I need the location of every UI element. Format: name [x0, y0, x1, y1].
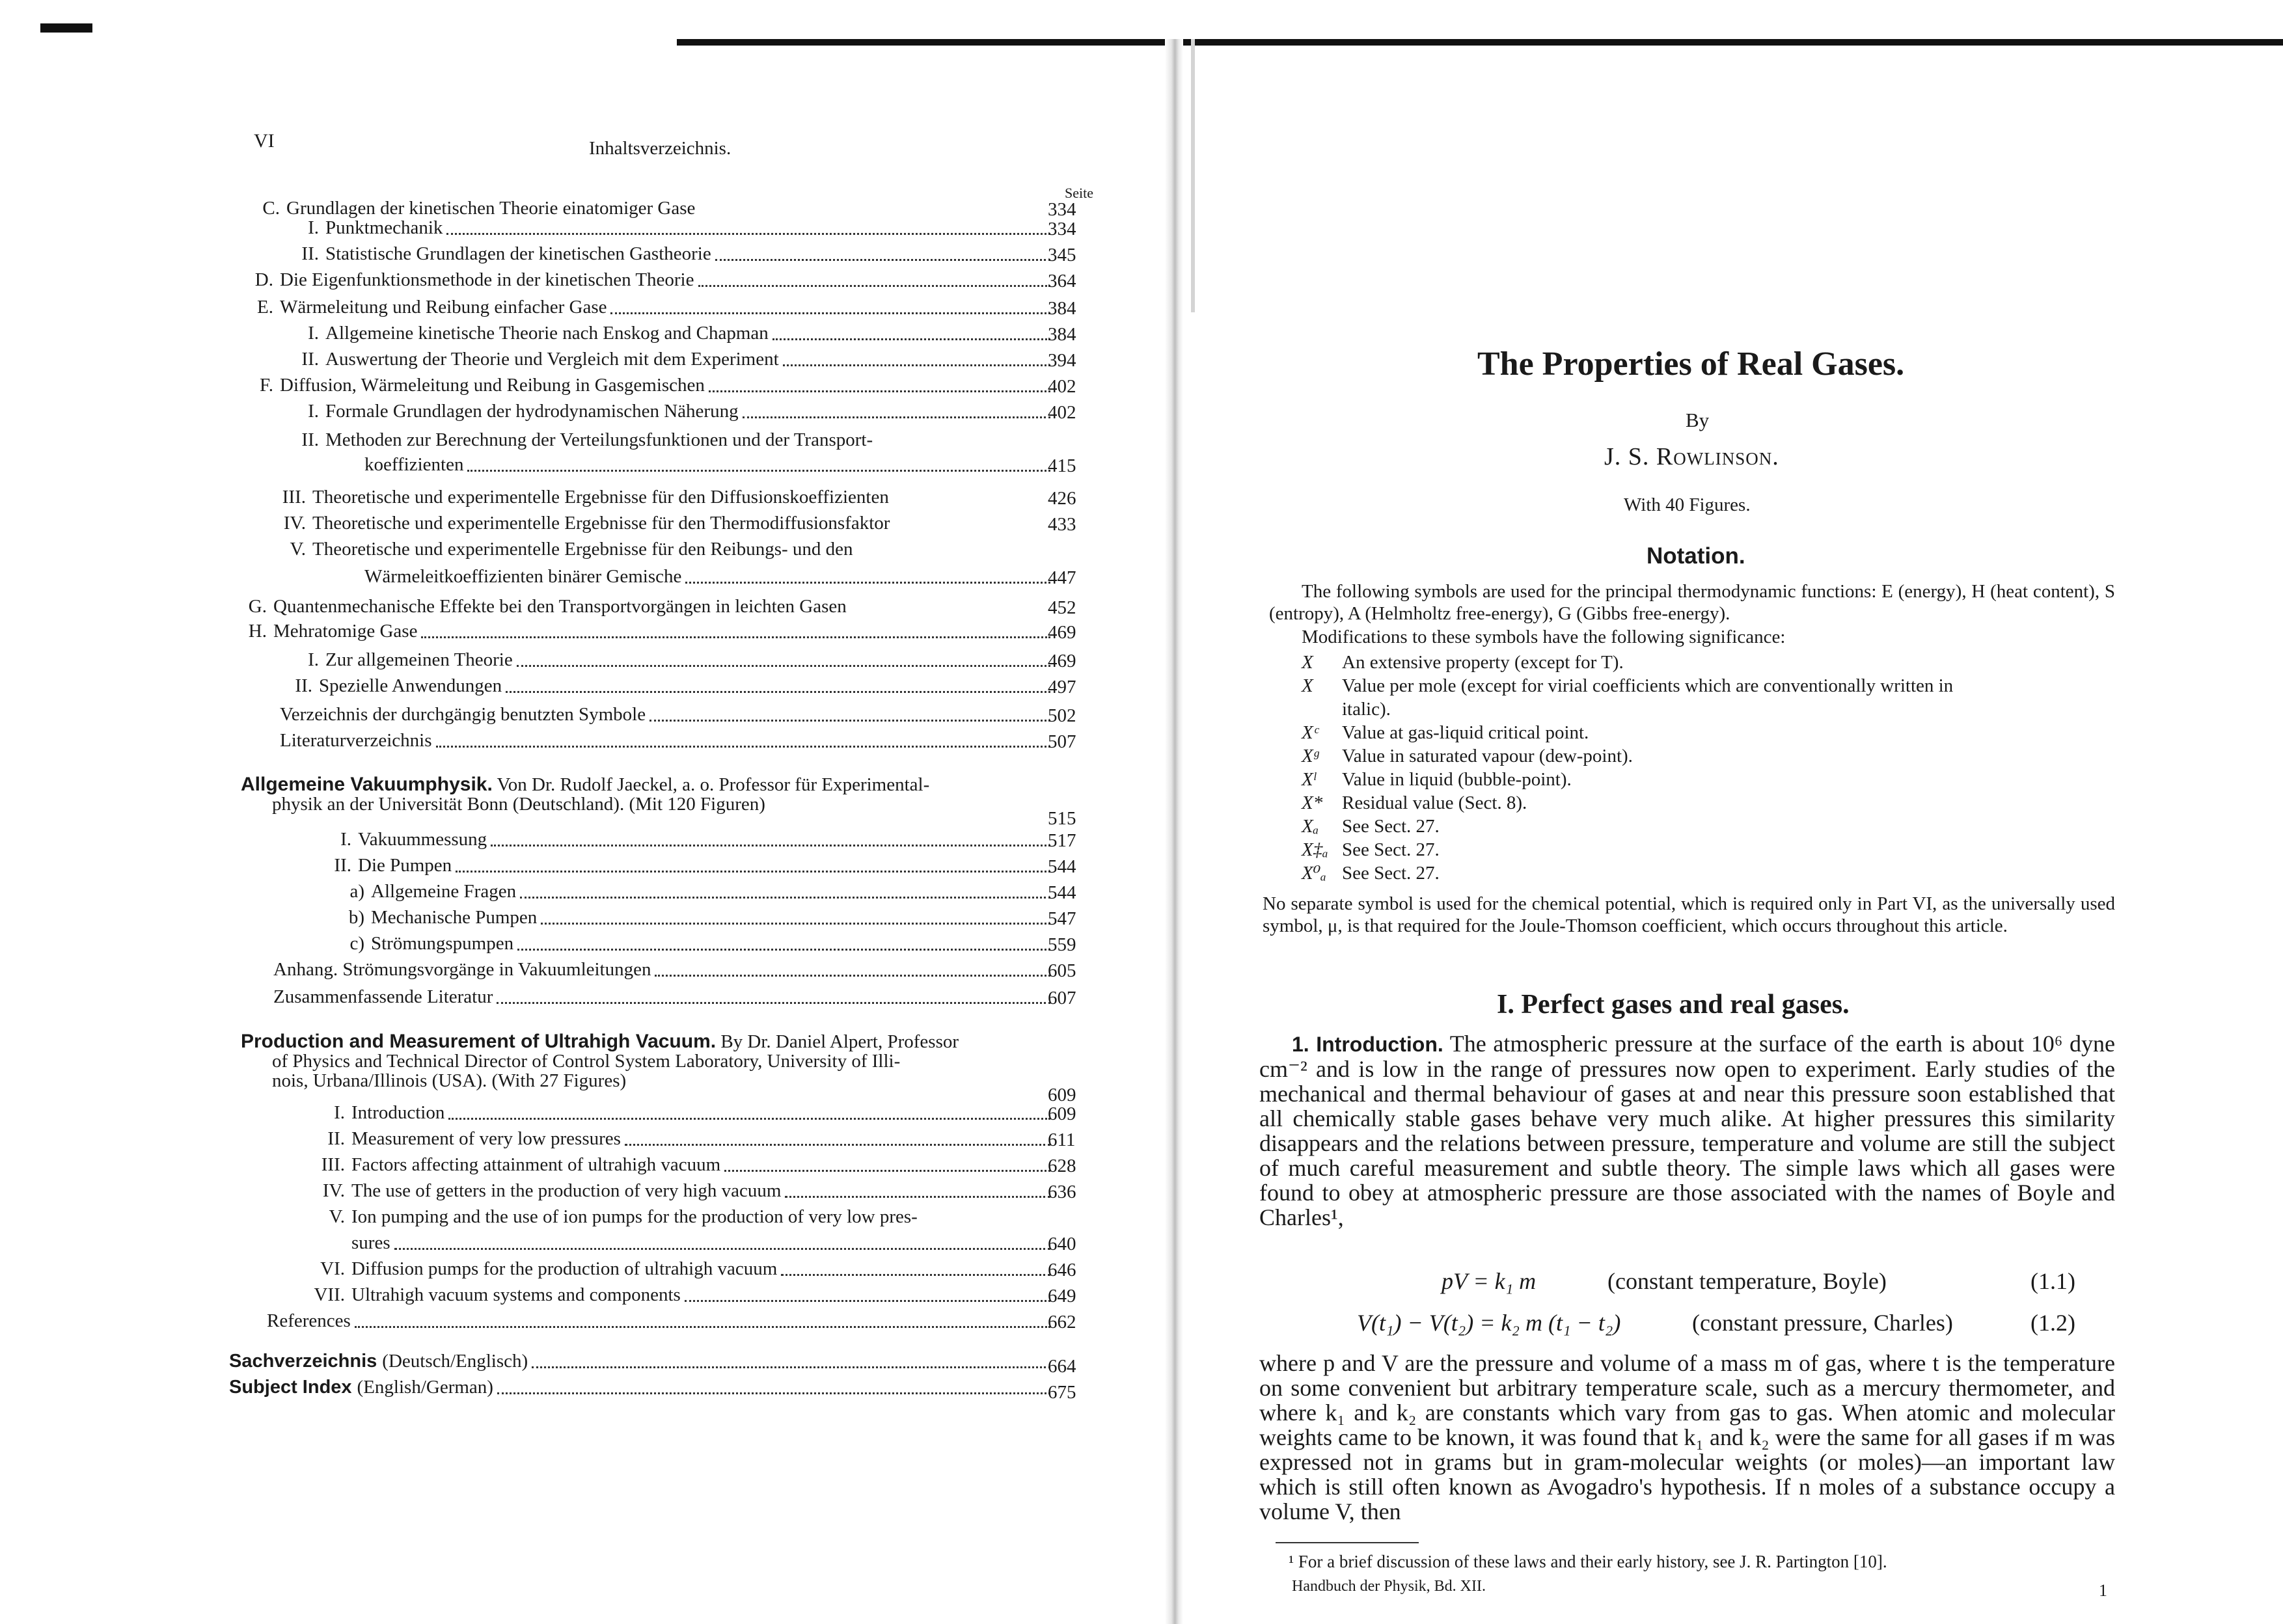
toc-entry-label: Zusammenfassende Literatur	[273, 986, 493, 1007]
toc-entry-label: Vakuummessung	[358, 829, 487, 850]
right-page-number: 1	[2099, 1581, 2107, 1600]
toc-entry-label: Mechanische Pumpen	[371, 907, 538, 928]
toc-entry-number: V.	[290, 539, 306, 560]
toc-entry-number: VI.	[320, 1258, 345, 1279]
toc-entry	[280, 320, 1054, 346]
toc-leader-dots	[467, 470, 1050, 472]
toc-entry-label: Methoden zur Berechnung der Verteilungsfunktionen und der Transport-	[325, 429, 873, 450]
symbol-description: Residual value (Sect. 8).	[1342, 792, 1527, 813]
toc-page-number: 426	[1048, 488, 1076, 509]
toc-entry-number: I.	[308, 649, 319, 670]
symbol: X*	[1302, 792, 1323, 813]
toc-entry-label: Ion pumping and the use of ion pumps for the production of very low pres-	[351, 1206, 918, 1227]
toc-page-number: 447	[1048, 567, 1076, 588]
equation-1: pV = k₁ m	[1442, 1268, 1537, 1294]
toc-entry	[241, 267, 1054, 293]
toc-entry-number: II.	[301, 243, 319, 264]
notation-paragraph-1: The following symbols are used for the principal thermodynamic functions: E (energy), H (heat content), S (entropy), A (Helmholtz free-energy), G (Gibbs free-energy).	[1269, 581, 2115, 624]
symbol-entry	[1302, 838, 1440, 861]
footnote-rule	[1276, 1542, 1419, 1543]
notation-heading: Notation.	[1647, 543, 1745, 569]
part-page-number: 609	[1048, 1085, 1076, 1105]
toc-entry	[306, 1178, 1054, 1204]
toc-page-number: 559	[1048, 934, 1076, 955]
toc-leader-dots	[436, 746, 1051, 748]
toc-entry	[345, 1230, 1054, 1256]
toc-leader-dots	[724, 1170, 1050, 1172]
toc-entry-label: Auswertung der Theorie und Vergleich mit dem Experiment	[325, 349, 779, 370]
toc-leader-dots	[715, 259, 1050, 261]
toc-entry-number: IV.	[322, 1180, 345, 1201]
toc-page-number: 640	[1048, 1234, 1076, 1254]
toc-leader-dots	[783, 364, 1050, 366]
toc-entry-label: Ultrahigh vacuum systems and components	[351, 1284, 681, 1305]
symbol-description: Value at gas-liquid critical point.	[1342, 722, 1589, 743]
toc-entry	[358, 563, 1054, 589]
part-heading	[241, 1031, 959, 1052]
toc-entry	[319, 826, 1054, 852]
seite-label: Seite	[1065, 185, 1093, 201]
toc-page-number: 628	[1048, 1156, 1076, 1176]
intro-lead: 1. Introduction.	[1292, 1033, 1443, 1056]
toc-page-number: 646	[1048, 1260, 1076, 1280]
toc-leader-dots	[448, 1118, 1050, 1120]
toc-entry-number: II.	[301, 349, 319, 370]
toc-page-number: 402	[1048, 376, 1076, 397]
toc-entry	[306, 1256, 1054, 1282]
symbol: X	[1302, 675, 1313, 696]
toc-entry	[296, 1152, 1054, 1178]
symbol-entry	[1302, 674, 1953, 697]
toc-entry	[267, 673, 1054, 699]
part-title: Allgemeine Vakuumphysik.	[241, 774, 493, 795]
symbol-description: An extensive property (except for T).	[1342, 652, 1624, 673]
toc-entry-number: I.	[308, 323, 319, 344]
toc-page-number: 497	[1048, 677, 1076, 697]
toc-page-number: 649	[1048, 1286, 1076, 1306]
toc-page-number: 607	[1048, 988, 1076, 1008]
symbol-entry	[1302, 791, 1527, 815]
toc-entry-label: Statistische Grundlagen der kinetischen Gastheorie	[325, 243, 711, 264]
toc-leader-dots	[446, 233, 1050, 235]
left-page-number: VI	[254, 130, 275, 152]
toc-entry-label: Die Eigenfunktionsmethode in der kinetischen Theorie	[280, 269, 694, 290]
toc-page-number: 394	[1048, 350, 1076, 371]
toc-entry-label: Factors affecting attainment of ultrahigh vacuum	[351, 1154, 721, 1175]
left-running-head: Inhaltsverzeichnis.	[589, 138, 731, 159]
symbol: Xᶜ	[1302, 722, 1319, 743]
part-page-number: 515	[1048, 808, 1076, 829]
toc-entry-label: Spezielle Anwendungen	[319, 675, 502, 696]
part-byline-continued: physik an der Universität Bonn (Deutschland). (Mit 120 Figuren)	[272, 794, 765, 815]
toc-entry	[234, 593, 1054, 619]
scan-top-edge	[677, 39, 2283, 46]
toc-leader-dots	[497, 1002, 1050, 1004]
toc-leader-dots	[517, 949, 1050, 951]
toc-entry-number: c)	[349, 933, 364, 954]
toc-leader-dots	[785, 1196, 1050, 1198]
symbol-description: Value in saturated vapour (dew-point).	[1342, 746, 1633, 766]
index-entry	[229, 1374, 1054, 1400]
toc-entry-label: Diffusion pumps for the production of ultrahigh vacuum	[351, 1258, 778, 1279]
toc-entry-number: II.	[334, 855, 351, 876]
toc-entry-number: I.	[308, 217, 319, 238]
toc-entry	[280, 241, 1054, 267]
toc-entry-label: Wärmeleitkoeffizienten binärer Gemische	[364, 566, 682, 587]
equation-2: V(t₁) − V(t₂) = k₂ m (t₁ − t₂)	[1357, 1310, 1621, 1336]
toc-entry	[257, 484, 1054, 510]
notation-paragraph-2: Modifications to these symbols have the following significance:	[1302, 627, 1786, 647]
toc-entry	[280, 346, 1054, 372]
toc-page-number: 636	[1048, 1182, 1076, 1202]
toc-entry	[267, 984, 1054, 1010]
toc-page-number: 605	[1048, 960, 1076, 981]
symbol: X⁰ₐ	[1302, 863, 1326, 884]
toc-entry-number: II.	[301, 429, 319, 450]
toc-entry-label: Anhang. Strömungsvorgänge in Vakuumleitungen	[273, 959, 651, 980]
symbol-description: Value in liquid (bubble-point).	[1342, 769, 1572, 790]
symbol: Xˡ	[1302, 769, 1316, 790]
toc-entry	[280, 215, 1054, 241]
toc-page-number: 547	[1048, 908, 1076, 929]
toc-entry-label: References	[267, 1310, 351, 1331]
toc-entry-label: Verzeichnis der durchgängig benutzten Symbole	[280, 704, 646, 725]
toc-entry-number: III.	[282, 487, 306, 508]
index-entry-note: (Deutsch/Englisch)	[382, 1351, 528, 1372]
toc-entry	[280, 398, 1054, 424]
toc-leader-dots	[506, 691, 1050, 693]
toc-leader-dots	[610, 312, 1050, 314]
index-page-number: 664	[1048, 1356, 1076, 1377]
symbol: X	[1302, 652, 1313, 673]
toc-page-number: 517	[1048, 830, 1076, 851]
toc-leader-dots	[456, 871, 1050, 873]
toc-entry-number: F.	[259, 375, 273, 396]
toc-page-number: 364	[1048, 271, 1076, 291]
toc-entry-label: The use of getters in the production of very high vacuum	[351, 1180, 782, 1201]
symbol-description: See Sect. 27.	[1342, 816, 1440, 837]
article-figures-note: With 40 Figures.	[1624, 494, 1751, 515]
toc-leader-dots	[532, 1366, 1050, 1368]
toc-entry-label: sures	[351, 1232, 390, 1253]
toc-entry	[234, 618, 1054, 644]
symbol-description: See Sect. 27.	[1342, 839, 1440, 860]
toc-entry	[358, 452, 1054, 478]
part-byline: By Dr. Daniel Alpert, Professor	[720, 1031, 959, 1052]
symbol-entry	[1302, 697, 1391, 721]
scan-mark	[40, 23, 92, 33]
toc-leader-dots	[541, 923, 1050, 925]
symbol: Xᵍ	[1302, 746, 1319, 766]
toc-entry	[312, 1204, 1054, 1230]
part-byline-continued: of Physics and Technical Director of Control System Laboratory, University of Illi-	[272, 1051, 901, 1072]
toc-entry-label: Wärmeleitung und Reibung einfacher Gase	[280, 297, 607, 318]
symbol: Xₐ	[1302, 816, 1319, 837]
toc-leader-dots	[772, 338, 1050, 340]
notation-paragraph-3: No separate symbol is used for the chemical potential, which is required only in Part VI, as the universally used symbol, μ, is that required for the Joule-Thomson coefficient, which occurs throughout this article.	[1263, 893, 2115, 936]
toc-page-number: 433	[1048, 514, 1076, 535]
symbol-entry	[1302, 651, 1624, 674]
toc-leader-dots	[517, 665, 1050, 667]
symbol-entry	[1302, 744, 1633, 768]
toc-entry-number: C.	[262, 198, 280, 219]
toc-leader-dots	[394, 1248, 1050, 1250]
toc-entry-label: Strömungspumpen	[371, 933, 514, 954]
symbol-entry	[1302, 721, 1589, 744]
toc-entry-label: koeffizienten	[364, 454, 464, 475]
toc-page-number: 609	[1048, 1103, 1076, 1124]
toc-entry-label: Mehratomige Gase	[273, 621, 418, 642]
toc-entry-number: II.	[327, 1128, 345, 1149]
toc-page-number: 415	[1048, 455, 1076, 476]
toc-entry-label: Theoretische und experimentelle Ergebnisse für den Thermodiffusionsfaktor	[312, 513, 890, 534]
toc-entry-label: Theoretische und experimentelle Ergebnisse für den Reibungs- und den	[312, 539, 853, 560]
toc-leader-dots	[698, 285, 1051, 287]
toc-leader-dots	[781, 1274, 1050, 1276]
toc-leader-dots	[649, 720, 1050, 722]
toc-entry-number: IV.	[283, 513, 306, 534]
symbol: X‡ₐ	[1302, 839, 1328, 860]
symbol-description: italic).	[1342, 699, 1391, 720]
toc-entry-label: Measurement of very low pressures	[351, 1128, 621, 1149]
toc-page-number: 502	[1048, 705, 1076, 726]
toc-entry-label: Grundlagen der kinetischen Theorie einatomiger Gase	[286, 198, 696, 219]
intro-paragraph	[1259, 1031, 2115, 1230]
index-entry-note: (English/German)	[357, 1377, 493, 1398]
index-entry-title: Subject Index	[229, 1377, 352, 1398]
toc-entry-number: I.	[334, 1102, 345, 1123]
toc-leader-dots	[743, 416, 1050, 418]
toc-page-number: 469	[1048, 622, 1076, 643]
equation-1-note: (constant temperature, Boyle)	[1607, 1268, 1887, 1294]
toc-entry-number: V.	[329, 1206, 345, 1227]
toc-entry	[306, 1126, 1054, 1152]
toc-entry	[267, 956, 1054, 982]
equation-1-number: (1.1)	[2030, 1268, 2075, 1294]
toc-entry	[273, 701, 1054, 727]
toc-entry-label: Theoretische und experimentelle Ergebnisse für den Diffusionskoeffizienten	[312, 487, 889, 508]
toc-leader-dots	[491, 845, 1050, 846]
toc-entry	[273, 727, 1054, 753]
article-author: J. S. Rowlinson.	[1604, 443, 1779, 470]
toc-entry-label: Zur allgemeinen Theorie	[325, 649, 513, 670]
part-byline-continued: nois, Urbana/Illinois (USA). (With 27 Figures)	[272, 1070, 627, 1091]
toc-entry-label: Allgemeine Fragen	[371, 881, 517, 902]
symbol-description: See Sect. 27.	[1342, 863, 1440, 884]
toc-entry-number: E.	[257, 297, 273, 318]
article-title: The Properties of Real Gases.	[1477, 345, 1905, 383]
toc-entry	[260, 1308, 1054, 1334]
toc-leader-dots	[685, 1300, 1050, 1302]
toc-entry-label: Introduction	[351, 1102, 445, 1123]
body-paragraph-2: where p and V are the pressure and volume of a mass m of gas, where t is the temperature on some convenient but arbitrary temperature scale, such as a mercury thermometer, and where k₁ and k₂ are constants which vary from gas to gas. When atomic and molecular weights came to be known, it was found that k₁ and k₂ were the same for all gases if m was expressed not in grams but in gram-molecular weights (or moles)—an important law which is still often known as Avogadro's hypothesis. If n moles of a substance occupy a volume V, then	[1259, 1350, 2115, 1524]
toc-entry	[312, 1100, 1054, 1126]
section-heading: I. Perfect gases and real gases.	[1497, 990, 1850, 1020]
toc-entry-number: VII.	[314, 1284, 345, 1305]
toc-leader-dots	[355, 1326, 1050, 1328]
toc-entry	[241, 372, 1054, 398]
toc-page-number: 384	[1048, 298, 1076, 319]
article-by: By	[1686, 409, 1710, 431]
toc-entry-number: D.	[254, 269, 273, 290]
toc-entry-label: Quantenmechanische Effekte bei den Transportvorgängen in leichten Gasen	[273, 596, 847, 617]
toc-entry-number: I.	[308, 401, 319, 422]
footnote: ¹ For a brief discussion of these laws and their early history, see J. R. Partington [10].	[1289, 1552, 1887, 1571]
symbol-description: Value per mole (except for virial coefficients which are conventionally written in	[1342, 675, 1954, 696]
part-title: Production and Measurement of Ultrahigh Vacuum.	[241, 1031, 717, 1052]
symbol-entry	[1302, 815, 1440, 838]
index-page-number: 675	[1048, 1382, 1076, 1403]
toc-entry-number: H.	[248, 621, 267, 642]
toc-page-number: 334	[1048, 219, 1076, 239]
toc-leader-dots	[625, 1144, 1050, 1146]
toc-page-number: 345	[1048, 245, 1076, 265]
toc-entry	[296, 1282, 1054, 1308]
toc-page-number: 662	[1048, 1312, 1076, 1333]
toc-page-number: 402	[1048, 402, 1076, 423]
toc-leader-dots	[497, 1392, 1050, 1394]
toc-leader-dots	[421, 636, 1050, 638]
toc-leader-dots	[709, 390, 1050, 392]
toc-leader-dots	[685, 582, 1050, 584]
toc-entry-label: Diffusion, Wärmeleitung und Reibung in Gasgemischen	[280, 375, 705, 396]
toc-page-number: 384	[1048, 324, 1076, 345]
toc-entry-label: Punktmechanik	[325, 217, 443, 238]
toc-entry-number: G.	[248, 596, 267, 617]
toc-entry	[345, 904, 1054, 930]
toc-page-number: 611	[1048, 1130, 1076, 1150]
toc-entry-number: III.	[321, 1154, 345, 1175]
equation-2-number: (1.2)	[2030, 1310, 2075, 1336]
toc-page-number: 507	[1048, 731, 1076, 752]
toc-page-number: 544	[1048, 856, 1076, 877]
symbol-entry	[1302, 861, 1440, 885]
toc-entry	[345, 930, 1054, 956]
toc-page-number: 469	[1048, 651, 1076, 671]
part-heading	[241, 774, 929, 795]
symbol-entry	[1302, 768, 1572, 791]
toc-entry-label: Die Pumpen	[358, 855, 452, 876]
toc-leader-dots	[520, 897, 1050, 899]
toc-page-number: 544	[1048, 882, 1076, 903]
toc-entry	[345, 878, 1054, 904]
toc-entry-number: a)	[349, 881, 364, 902]
index-entry-title: Sachverzeichnis	[229, 1351, 377, 1372]
handbook-label: Handbuch der Physik, Bd. XII.	[1292, 1578, 1486, 1595]
part-byline: Von Dr. Rudolf Jaeckel, a. o. Professor für Experimental-	[497, 774, 930, 795]
toc-entry-label: Allgemeine kinetische Theorie nach Enskog and Chapman	[325, 323, 769, 344]
toc-page-number: 334	[1048, 199, 1076, 220]
toc-entry	[280, 427, 1054, 453]
toc-entry	[280, 647, 1054, 673]
equation-2-note: (constant pressure, Charles)	[1692, 1310, 1953, 1336]
toc-entry-label: Literaturverzeichnis	[280, 730, 432, 751]
toc-entry	[257, 536, 1054, 562]
toc-page-number: 452	[1048, 597, 1076, 618]
toc-entry	[241, 294, 1054, 320]
toc-entry-number: II.	[295, 675, 312, 696]
index-entry	[229, 1348, 1054, 1374]
toc-entry	[312, 852, 1054, 878]
toc-entry-number: I.	[340, 829, 351, 850]
toc-entry	[257, 510, 1054, 536]
toc-entry-number: b)	[348, 907, 364, 928]
intro-text: The atmospheric pressure at the surface of the earth is about 10⁶ dyne cm⁻² and is low in the range of pressures now open to experiment. Early studies of the mechanical and thermal behaviour of gases at and near this pressure soon established that all chemically stable gases behave very much alike. At higher pressures this similarity disappears and the relations between pressure, temperature and volume are still the subject of much careful measurement and subtle theory. The simple laws which all gases were found to obey at atmospheric pressure are those associated with the names of Boyle and Charles¹,	[1259, 1031, 2116, 1230]
toc-entry-label: Formale Grundlagen der hydrodynamischen Näherung	[325, 401, 739, 422]
toc-leader-dots	[655, 975, 1050, 977]
